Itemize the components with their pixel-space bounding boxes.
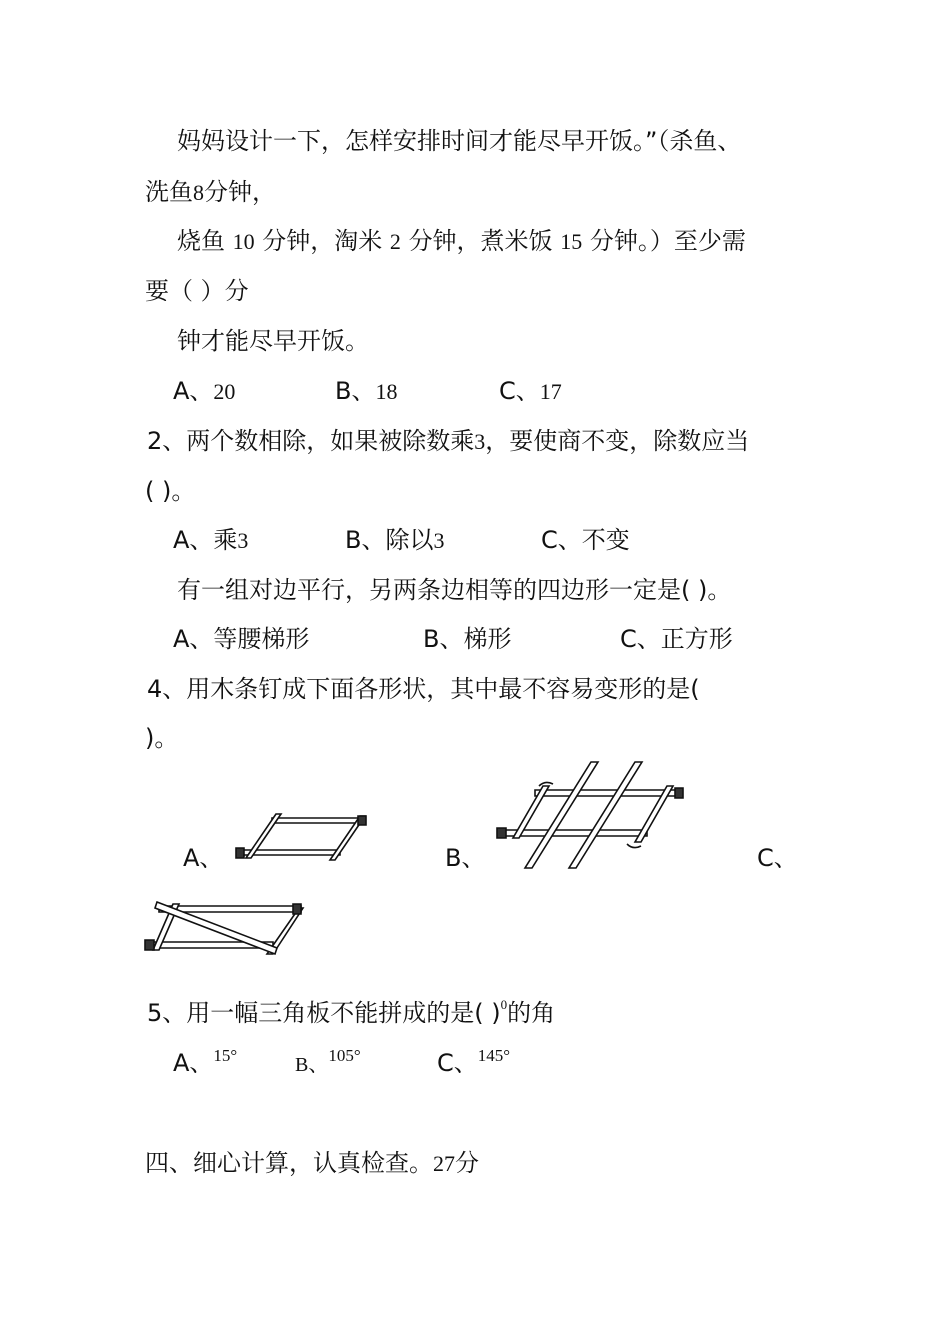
q1-option-c: C、17: [499, 377, 562, 405]
q1-option-b: B、18: [335, 377, 398, 405]
figure-c-frame-with-diagonal-brace: [143, 896, 305, 958]
q4-label-a: A、: [183, 844, 224, 872]
q5-option-b: B、$^{105^\circ}$: [295, 1046, 361, 1076]
q4-line-1: 4、用木条钉成下面各形状，其中最不容易变形的是(: [147, 675, 700, 703]
q5-option-a: A、$^{15^\circ}$: [173, 1046, 238, 1077]
q4-label-c: C、: [757, 844, 798, 872]
q5-text: 5、用一幅三角板不能拼成的是( )$^0$的角: [147, 997, 556, 1027]
q1-line-3: 烧鱼 10 分钟，淘米 2 分钟，煮米饭 15 分钟。）至少需: [177, 227, 746, 255]
section-4-title: 四、细心计算，认真检查。27分: [145, 1149, 479, 1177]
q4-label-b: B、: [445, 844, 486, 872]
q2-option-c: C、不变: [541, 526, 630, 554]
q2-line-2: ( )。: [145, 477, 196, 505]
q3-option-b: B、梯形: [423, 625, 512, 653]
q1-option-a: A、20: [173, 377, 236, 405]
figure-a-parallelogram-frame: [232, 812, 368, 864]
q2-line-1: 2、两个数相除，如果被除数乘3，要使商不变，除数应当: [147, 427, 750, 455]
q1-line-4: 要（ ）分: [145, 277, 249, 305]
q5-option-c: C、$^{145^\circ}$: [437, 1046, 511, 1077]
q3-option-c: C、正方形: [620, 625, 733, 653]
q2-option-a: A、乘3: [173, 526, 249, 554]
q4-line-2: )。: [145, 724, 179, 752]
q1-line-5: 钟才能尽早开饭。: [177, 327, 369, 355]
q2-option-b: B、除以3: [345, 526, 445, 554]
q1-line-1: 妈妈设计一下，怎样安排时间才能尽早开饭。”（杀鱼、: [177, 127, 742, 155]
figure-b-frame-with-two-crossbars: [495, 760, 685, 870]
q3-text: 有一组对边平行，另两条边相等的四边形一定是( )。: [177, 576, 732, 604]
q3-option-a: A、等腰梯形: [173, 625, 310, 653]
q1-line-2: 洗鱼8分钟，: [145, 178, 276, 206]
